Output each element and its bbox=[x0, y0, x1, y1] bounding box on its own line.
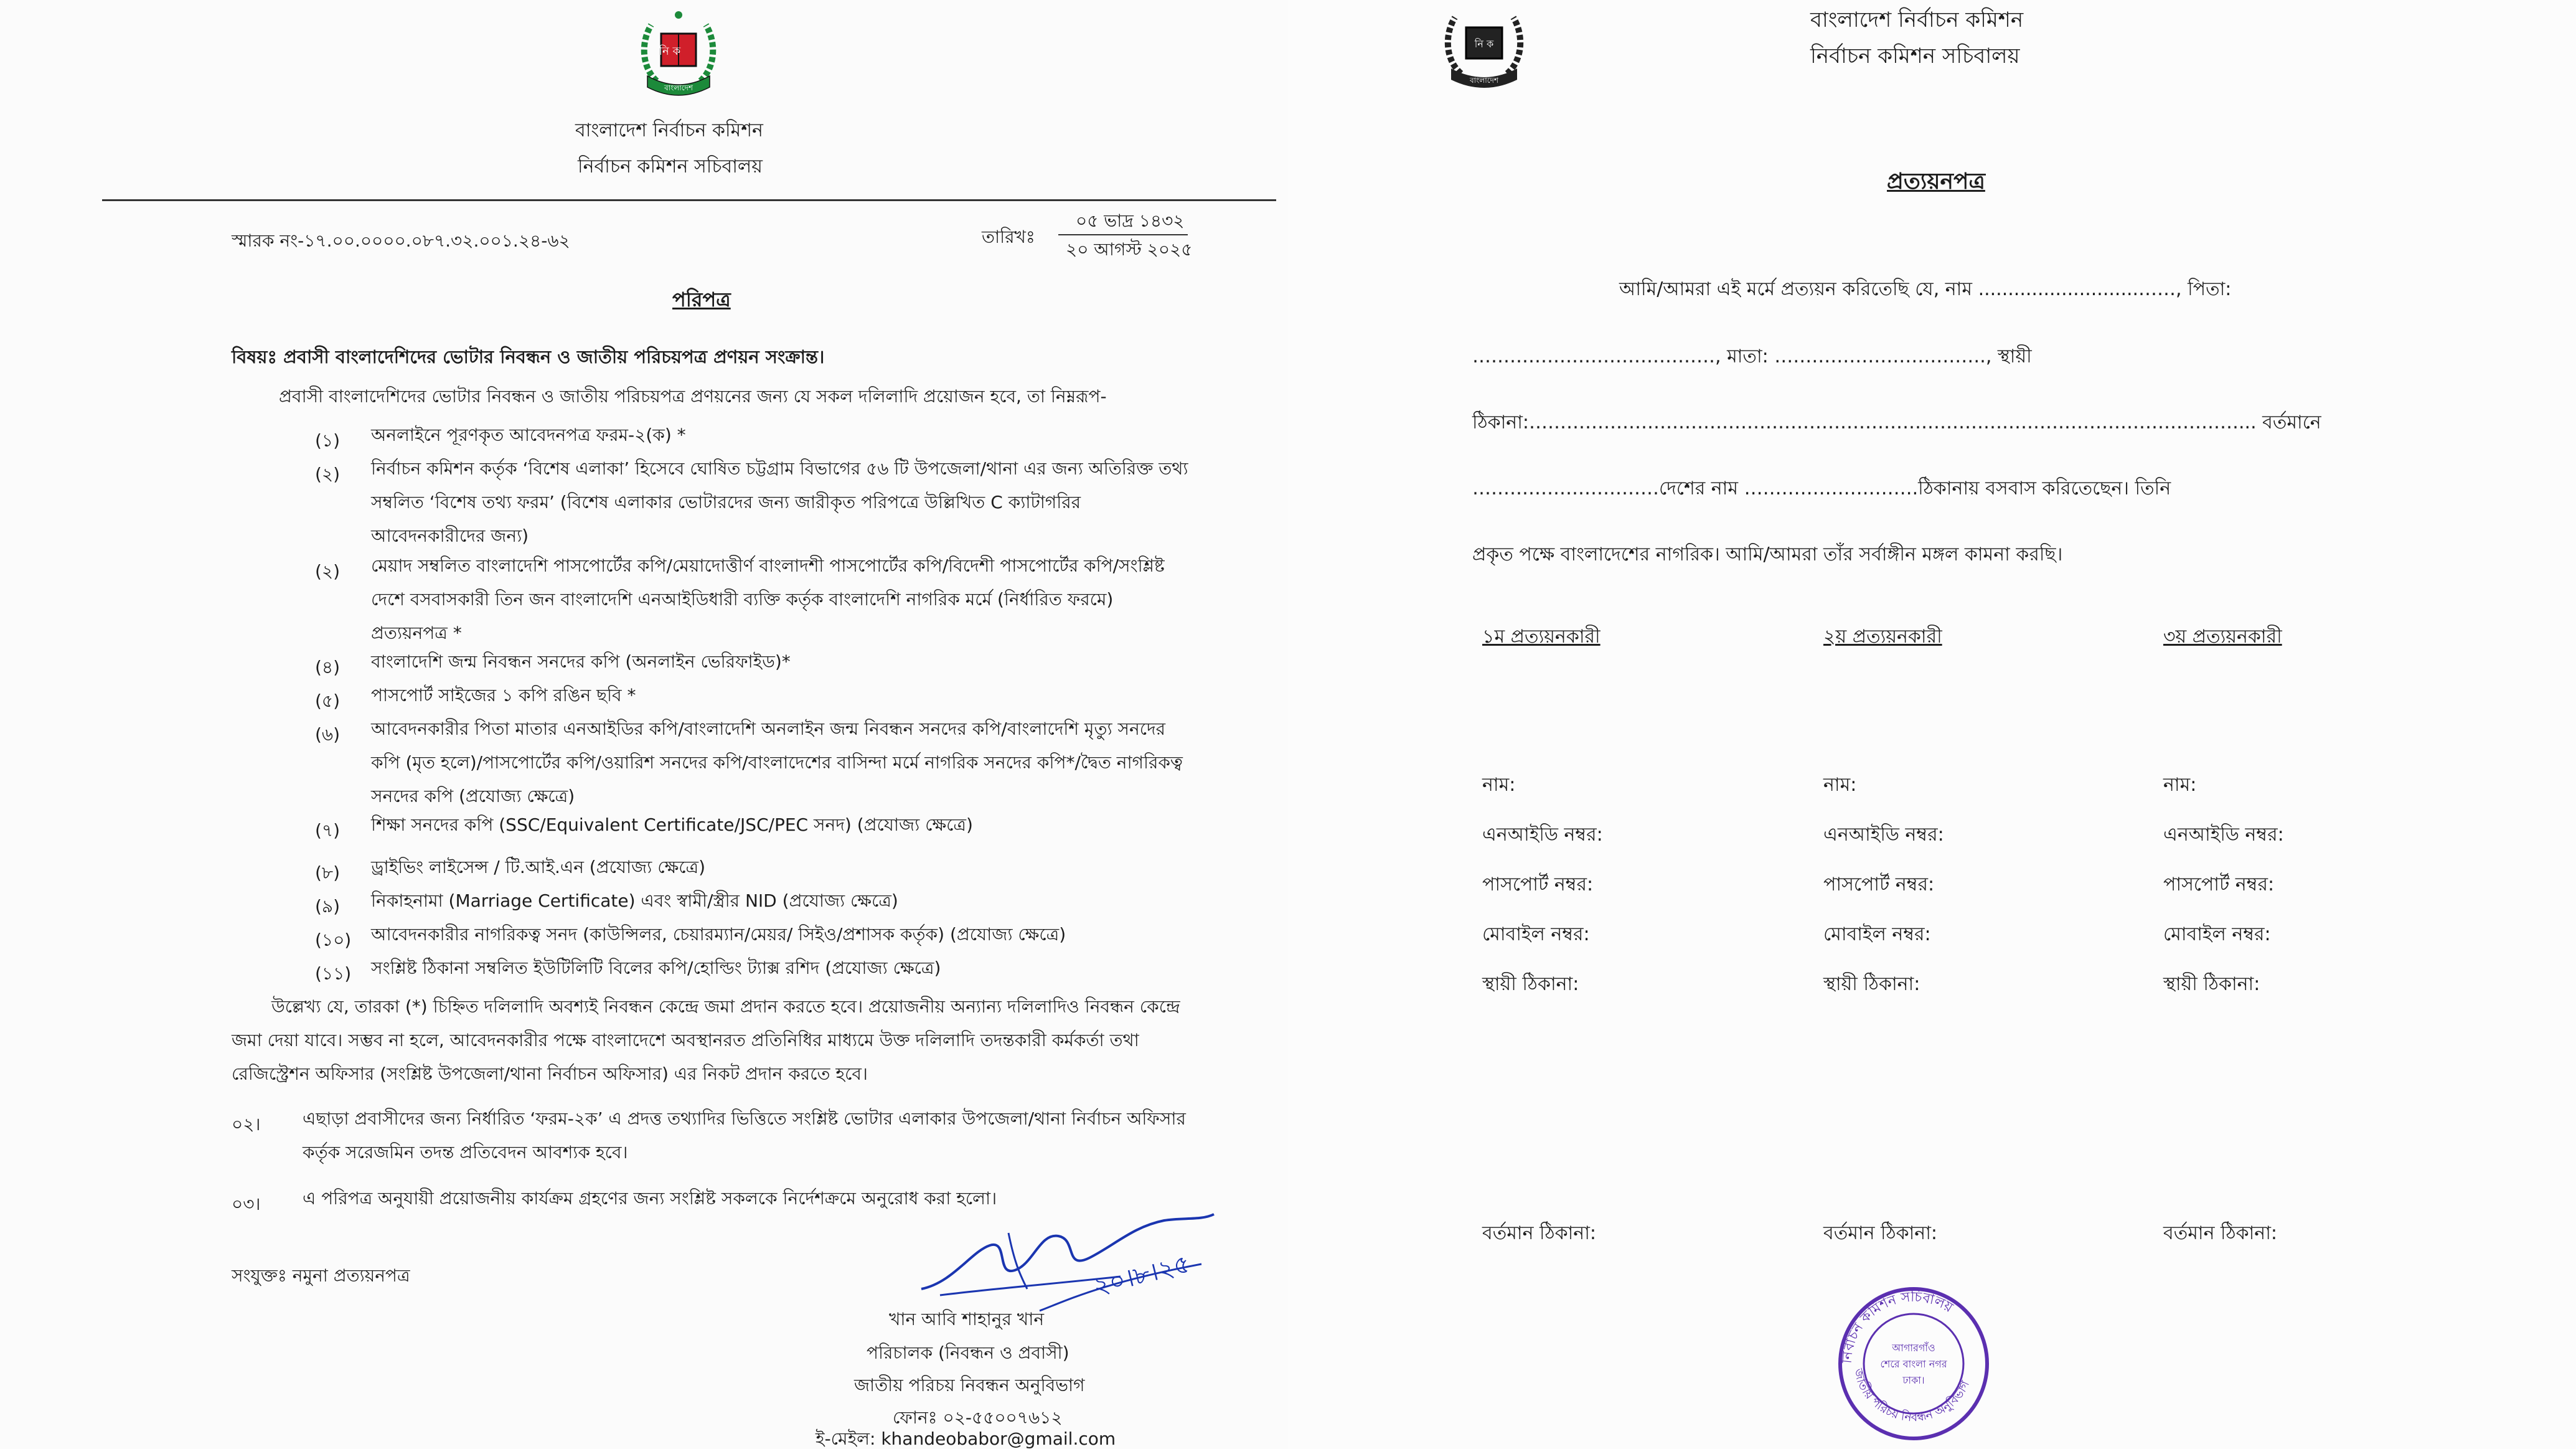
field-label-permanent-address: স্থায়ী ঠিকানা: bbox=[1823, 973, 1920, 995]
list-item-number: (৬) bbox=[315, 724, 341, 745]
subject-line: বিষয়ঃ প্রবাসী বাংলাদেশিদের ভোটার নিবন্ধন ও জাতীয় পরিচয়পত্র প্রণয়ন সংক্রান্ত। bbox=[232, 346, 825, 367]
logo-ribbon-text: বাংলাদেশ bbox=[664, 83, 693, 92]
header-secretariat: নির্বাচন কমিশন সচিবালয় bbox=[578, 156, 763, 177]
list-item-number: (৪) bbox=[315, 657, 341, 677]
field-label-passport: পাসপোর্ট নম্বর: bbox=[2163, 874, 2275, 895]
field-label-mobile: মোবাইল নম্বর: bbox=[1823, 923, 1931, 945]
field-label-name: নাম: bbox=[1823, 774, 1857, 796]
list-item: পাসপোর্ট সাইজের ১ কপি রঙিন ছবি * bbox=[371, 685, 636, 706]
note-paragraph: উল্লেখ্য যে, তারকা (*) চিহ্নিত দলিলাদি অবশ্যই নিবন্ধন কেন্দ্রে জমা প্রদান করতে হবে। প্রয়োজনীয় অন্যান্য দলিলাদিও নিবন্ধন কেন্দ্রে জমা দেয়া যাবে। সম্ভব না হলে, আবেদনকারীর পক্ষে বাংলাদেশে অবস্থানরত প্রতিনিধির মাধ্যমে উক্ত দলিলাদি তদন্তকারী কর্মকর্তা তথা রেজিস্ট্রেশন অফিসার (সংশ্লিষ্ট উপজেলা/থানা নির্বাচন অফিসার) এর নিকট প্রদান করতে হবে। bbox=[232, 996, 1180, 1084]
logo-badge-text: নি ক bbox=[1474, 38, 1494, 50]
list-item: মেয়াদ সম্বলিত বাংলাদেশি পাসপোর্টের কপি/মেয়াদোত্তীর্ণ বাংলাদশী পাসপোর্টের কপি/বিদেশী পাসপোর্টের কপি/সংশ্লিষ্ট দেশে বসবাসকারী তিন জন বাংলাদেশি এনআইডিধারী ব্যক্তি কর্তৃক বাংলাদেশি নাগরিক মর্মে (নির্ধারিত ফরমে) প্রত্যয়নপত্র * bbox=[371, 555, 1165, 643]
list-item-number: (১০) bbox=[315, 930, 352, 950]
list-item: নিকাহনামা (Marriage Certificate) এবং স্বামী/স্ত্রীর NID (প্রযোজ্য ক্ষেত্রে) bbox=[371, 890, 898, 911]
para2: এছাড়া প্রবাসীদের জন্য নির্ধারিত ‘ফরম-২ক’ এ প্রদত্ত তথ্যাদির ভিত্তিতে সংশ্লিষ্ট ভোটার এলাকার উপজেলা/থানা নির্বাচন অফিসার কর্তৃক সরেজমিন তদন্ত প্রতিবেদন আবশ্যক হবে। bbox=[303, 1108, 1186, 1163]
certificate-page bbox=[1288, 0, 2576, 1449]
date-bangla: ০৫ ভাদ্র ১৪৩২ bbox=[1076, 210, 1185, 231]
list-item-number: (১১) bbox=[315, 963, 352, 984]
list-item: নির্বাচন কমিশন কর্তৃক ‘বিশেষ এলাকা’ হিসেবে ঘোষিত চট্টগ্রাম বিভাগের ৫৬ টি উপজেলা/থানা এর জন্য অতিরিক্ত তথ্য সম্বলিত ‘বিশেষ তথ্য ফরম’ (বিশেষ এলাকার ভোটারদের জন্য জারীকৃত পরিপত্রে উল্লিখিত C ক্যাটাগরির আবেদনকারীদের জন্য) bbox=[371, 458, 1188, 546]
memo-number: স্মারক নং-১৭.০০.০০০০.০৮৭.৩২.০০১.২৪-৬২ bbox=[232, 230, 570, 251]
date-divider bbox=[1058, 234, 1188, 235]
signatory-email: ই-মেইল: khandeobabor@gmail.com bbox=[816, 1428, 1116, 1449]
seal-bottom-text: জাতীয় পরিচয় নিবন্ধন অনুবিভাগ bbox=[1851, 1367, 1973, 1425]
seal-top-text: নির্বাচন কমিশন সচিবালয় bbox=[1839, 1289, 1956, 1364]
certificate-line-1: আমি/আমরা এই মর্মে প্রত্যয়ন করিতেছি যে, নাম ...........................……, পিতা: bbox=[1619, 278, 2232, 300]
certificate-line-3: ঠিকানা:……………………………………………………………………………………………………... বর্তমানে bbox=[1472, 412, 2321, 433]
certifier-3-heading: ৩য় প্রত্যয়নকারী bbox=[2163, 626, 2282, 648]
intro-paragraph: প্রবাসী বাংলাদেশিদের ভোটার নিবন্ধন ও জাতীয় পরিচয়পত্র প্রণয়নের জন্য যে সকল দলিলাদি প্রয়োজন হবে, তা নিম্নরূপ- bbox=[279, 386, 1107, 407]
field-label-name: নাম: bbox=[2163, 774, 2197, 796]
field-label-mobile: মোবাইল নম্বর: bbox=[2163, 923, 2271, 945]
election-commission-logo bbox=[635, 6, 722, 106]
seal-center-line3: ঢাকা। bbox=[1902, 1374, 1925, 1386]
signature-date: ২০।৮।২৫ bbox=[1090, 1249, 1193, 1301]
field-label-present-address: বর্তমান ঠিকানা: bbox=[1482, 1222, 1597, 1244]
official-seal bbox=[1830, 1283, 1998, 1445]
date-label: তারিখঃ bbox=[982, 227, 1035, 247]
certificate-line-2: …………………………………, মাতা: ……………………………., স্থায়ী bbox=[1472, 346, 2032, 367]
list-item: বাংলাদেশি জন্ম নিবন্ধন সনদের কপি (অনলাইন ভেরিফাইড)* bbox=[371, 651, 791, 672]
field-label-nid: এনআইডি নম্বর: bbox=[1823, 824, 1944, 846]
list-item: আবেদনকারীর পিতা মাতার এনআইডির কপি/বাংলাদেশি অনলাইন জন্ম নিবন্ধন সনদের কপি/বাংলাদেশি মৃত্যু সনদের কপি (মৃত হলে)/পাসপোর্টের কপি/ওয়ারিশ সনদের কপি/বাংলাদেশের বাসিন্দা মর্মে নাগরিক সনদের কপি*/দ্বৈত নাগরিকত্ব সনদের কপি (প্রযোজ্য ক্ষেত্রে) bbox=[371, 719, 1183, 806]
list-item-number: (৯) bbox=[315, 896, 341, 917]
field-label-passport: পাসপোর্ট নম্বর: bbox=[1823, 874, 1935, 895]
certifier-1-heading: ১ম প্রত্যয়নকারী bbox=[1482, 626, 1601, 648]
certificate-line-5: প্রকৃত পক্ষে বাংলাদেশের নাগরিক। আমি/আমরা তাঁর সর্বাঙ্গীন মঙ্গল কামনা করছি। bbox=[1472, 544, 2063, 565]
seal-center-line2: শেরে বাংলা নগর bbox=[1880, 1358, 1947, 1370]
signatory-name: খান আবি শাহানুর খান bbox=[889, 1309, 1045, 1329]
date-english: ২০ আগস্ট ২০২৫ bbox=[1066, 239, 1193, 260]
field-label-nid: এনআইডি নম্বর: bbox=[2163, 824, 2284, 846]
field-label-permanent-address: স্থায়ী ঠিকানা: bbox=[2163, 973, 2260, 995]
list-item: আবেদনকারীর নাগরিকত্ব সনদ (কাউন্সিলর, চেয়ারম্যান/মেয়র/ সিইও/প্রশাসক কর্তৃক) (প্রযোজ্য ক্ষেত্রে) bbox=[371, 924, 1066, 945]
certifier-2-heading: ২য় প্রত্যয়নকারী bbox=[1823, 626, 1942, 648]
election-commission-logo bbox=[1437, 0, 1531, 93]
logo-badge-text: নি ক bbox=[659, 45, 681, 58]
para3-number: ০৩। bbox=[232, 1194, 261, 1214]
list-item-number: (২) bbox=[315, 561, 341, 582]
field-label-present-address: বর্তমান ঠিকানা: bbox=[2163, 1222, 2278, 1244]
list-item-number: (২) bbox=[315, 464, 341, 484]
signatory-phone: ফোনঃ ০২-৫৫০০৭৬১২ bbox=[893, 1407, 1063, 1428]
list-item-number: (১) bbox=[315, 430, 341, 451]
para3: এ পরিপত্র অনুযায়ী প্রয়োজনীয় কার্যক্রম গ্রহণের জন্য সংশ্লিষ্ট সকলকে নির্দেশক্রমে অনুরোধ করা হলো। bbox=[303, 1188, 997, 1209]
list-item-number: (৮) bbox=[315, 862, 341, 883]
field-label-mobile: মোবাইল নম্বর: bbox=[1482, 923, 1590, 945]
certificate-line-4: …………………………দেশের নাম ……………………….ঠিকানায় বসবাস করিতেছেন। তিনি bbox=[1472, 478, 2171, 499]
list-item: সংশ্লিষ্ট ঠিকানা সম্বলিত ইউটিলিটি বিলের কপি/হোল্ডিং ট্যাক্স রশিদ (প্রযোজ্য ক্ষেত্রে) bbox=[371, 958, 941, 978]
seal-center-line1: আগারগাঁও bbox=[1892, 1342, 1935, 1354]
list-item-number: (৫) bbox=[315, 691, 341, 711]
certificate-title: প্রত্যয়নপত্র bbox=[1887, 169, 1985, 194]
attachment-note: সংযুক্তঃ নমুনা প্রত্যয়নপত্র bbox=[232, 1265, 410, 1286]
list-item: অনলাইনে পূরণকৃত আবেদনপত্র ফরম-২(ক) * bbox=[371, 425, 686, 445]
circular-title: পরিপত্র bbox=[672, 288, 731, 311]
para2-number: ০২। bbox=[232, 1114, 261, 1135]
signatory-designation: পরিচালক (নিবন্ধন ও প্রবাসী) bbox=[867, 1343, 1069, 1363]
header-secretariat: নির্বাচন কমিশন সচিবালয় bbox=[1810, 44, 2020, 68]
header-commission: বাংলাদেশ নির্বাচন কমিশন bbox=[575, 120, 763, 141]
field-label-present-address: বর্তমান ঠিকানা: bbox=[1823, 1222, 1938, 1244]
field-label-permanent-address: স্থায়ী ঠিকানা: bbox=[1482, 973, 1579, 995]
list-item: শিক্ষা সনদের কপি (SSC/Equivalent Certificate/JSC/PEC সনদ) (প্রযোজ্য ক্ষেত্রে) bbox=[371, 814, 973, 835]
signatory-department: জাতীয় পরিচয় নিবন্ধন অনুবিভাগ bbox=[854, 1375, 1085, 1395]
list-item-number: (৭) bbox=[315, 820, 341, 841]
field-label-nid: এনআইডি নম্বর: bbox=[1482, 824, 1603, 846]
header-divider bbox=[102, 199, 1276, 201]
header-commission: বাংলাদেশ নির্বাচন কমিশন bbox=[1810, 7, 2024, 32]
list-item: ড্রাইভিং লাইসেন্স / টি.আই.এন (প্রযোজ্য ক্ষেত্রে) bbox=[371, 857, 705, 877]
logo-ribbon-text: বাংলাদেশ bbox=[1470, 76, 1498, 85]
field-label-passport: পাসপোর্ট নম্বর: bbox=[1482, 874, 1594, 895]
field-label-name: নাম: bbox=[1482, 774, 1516, 796]
